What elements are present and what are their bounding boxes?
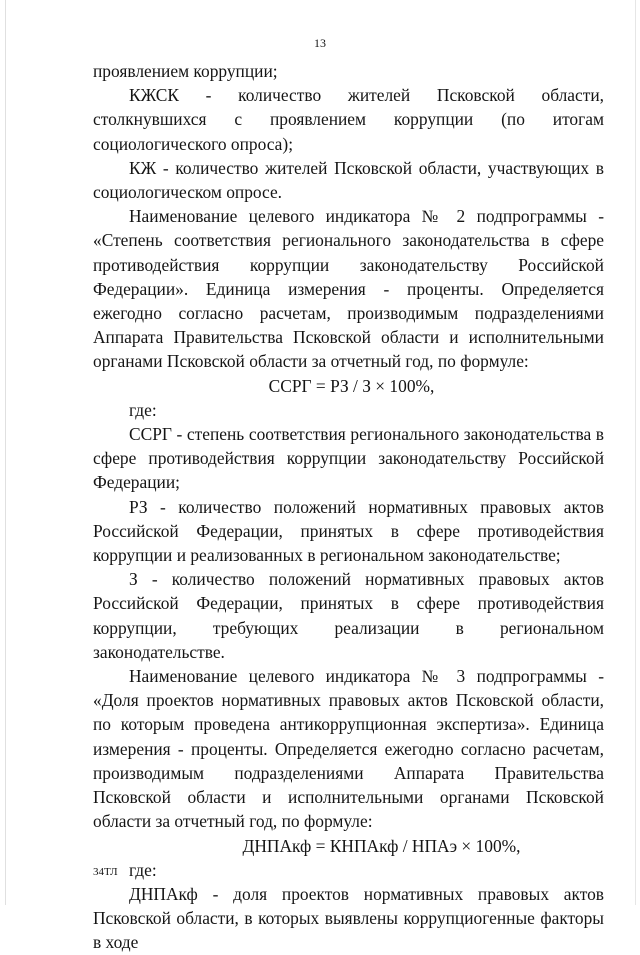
document-body — [93, 59, 604, 955]
where-label-2: где: — [129, 859, 157, 880]
definition-ssrg: ССРГ - степень соответствия регионального законодательства в сфере противодействия коррупции законодательству Российской Федерации; — [93, 424, 604, 493]
indicator-2-description: Наименование целевого индикатора № 2 подпрограммы - «Степень соответствия регионального законодательства в сфере противодействия коррупции законодательству Российской Федерации». Единица измерения - проценты. Определяется ежегодно согласно расчетам, производимым подразделениями Аппарата Правительства Псковской области и исполнительными органами Псковской области за отчетный год, по формуле: — [93, 206, 604, 372]
definition-kzh: КЖ - количество жителей Псковской области, участвующих в социологическом опросе. — [93, 157, 604, 203]
scan-edge-right — [635, 0, 636, 905]
definition-z: З - количество положений нормативных правовых актов Российской Федерации, принятых в сфере противодействия коррупции, требующих реализации в региональном законодательстве. — [93, 569, 604, 662]
indicator-3-description: Наименование целевого индикатора № 3 подпрограммы - «Доля проектов нормативных правовых актов Псковской области, по которым проведена антикоррупционная экспертиза». Единица измерения - проценты. Определяется ежегодно согласно расчетам, производимым подразделениями Аппарата Правительства Псковской области и исполнительными органами Псковской области за отчетный год, по формуле: — [93, 666, 604, 832]
where-label-1: где: — [129, 399, 157, 420]
definition-kzhsk: КЖСК - количество жителей Псковской области, столкнувшихся с проявлением коррупции (по итогам социологического опроса); — [93, 85, 604, 154]
definition-dnpakf: ДНПАкф - доля проектов нормативных правовых актов Псковской области, в которых выявлены коррупциогенные факторы в ходе — [93, 883, 604, 953]
document-footer-code: 34ТЛ — [93, 866, 118, 878]
page-number: 13 — [314, 36, 326, 50]
formula-ssrg: ССРГ = РЗ / З × 100%, — [268, 375, 435, 396]
scan-edge-left — [5, 0, 6, 905]
definition-rz: РЗ - количество положений нормативных правовых актов Российской Федерации, принятых в сфере противодействия коррупции и реализованных в региональном законодательстве; — [93, 496, 604, 566]
paragraph-continuation: проявлением коррупции; — [93, 61, 278, 81]
formula-dnpakf: ДНПАкф = КНПАкф / НПАэ × 100%, — [242, 835, 521, 856]
